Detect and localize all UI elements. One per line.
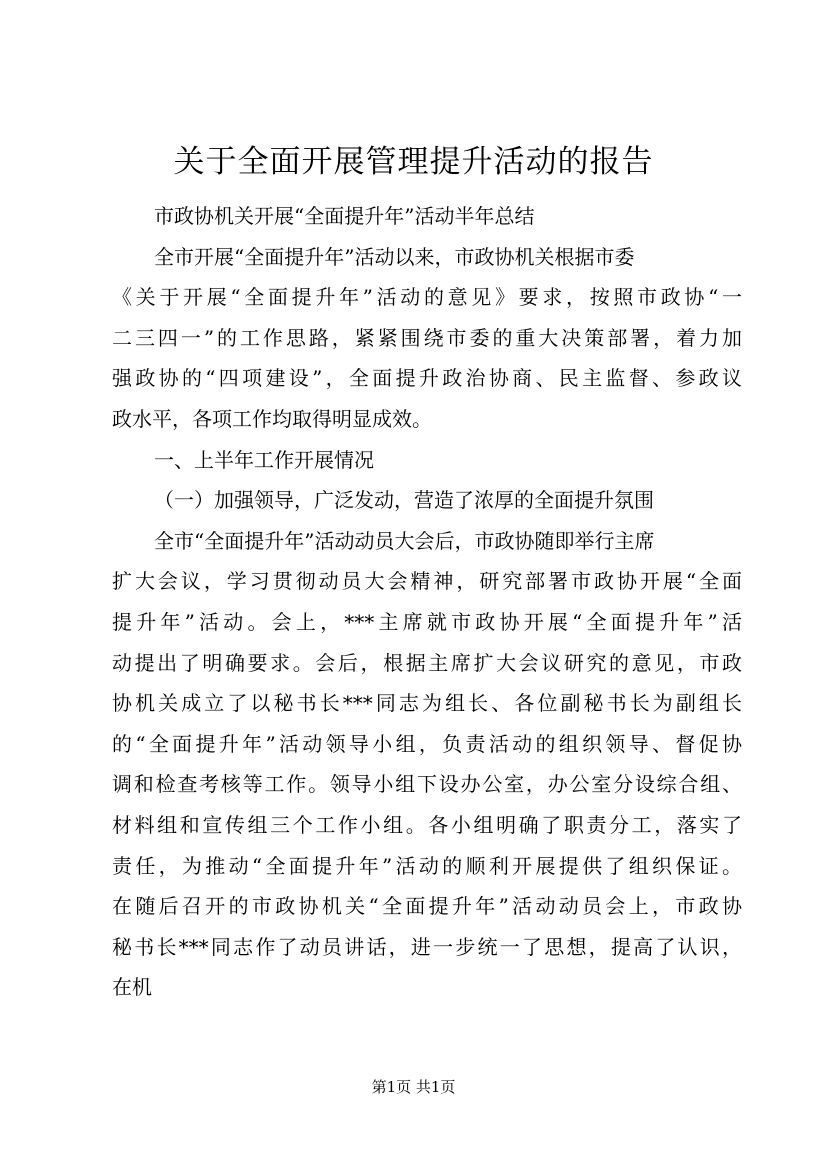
paragraph-line: 动提出了明确要求。会后，根据主席扩大会议研究的意见，市政	[112, 650, 742, 675]
paragraph-line: 调和检查考核等工作。领导小组下设办公室，办公室分设综合组、	[112, 772, 742, 797]
paragraph-line: 扩大会议，学习贯彻动员大会精神，研究部署市政协开展“全面	[112, 569, 742, 594]
paragraph-line: 二三四一”的工作思路，紧紧围绕市委的重大决策部署，着力加	[112, 325, 742, 350]
paragraph-line: 责任，为推动“全面提升年”活动的顺利开展提供了组织保证。	[112, 853, 742, 878]
document-title: 关于全面开展管理提升活动的报告	[173, 144, 654, 180]
paragraph-line: 秘书长***同志作了动员讲话，进一步统一了思想，提高了认识，	[112, 934, 742, 959]
paragraph-line: 材料组和宣传组三个工作小组。各小组明确了职责分工，落实了	[112, 812, 742, 837]
paragraph-line: 强政协的“四项建设”，全面提升政治协商、民主监督、参政议	[112, 366, 742, 391]
paragraph-line: 的“全面提升年”活动领导小组，负责活动的组织领导、督促协	[112, 731, 742, 756]
paragraph-line: 全市开展“全面提升年”活动以来，市政协机关根据市委	[154, 244, 635, 269]
paragraph-line: 协机关成立了以秘书长***同志为组长、各位副秘书长为副组长	[112, 691, 742, 716]
paragraph-line: 在随后召开的市政协机关“全面提升年”活动动员会上，市政协	[112, 894, 742, 919]
paragraph-line: 《关于开展“全面提升年”活动的意见》要求，按照市政协“一	[112, 285, 742, 310]
subtitle-line: 市政协机关开展“全面提升年”活动半年总结	[154, 204, 535, 228]
subsection-heading: （一）加强领导，广泛发动，营造了浓厚的全面提升氛围	[154, 488, 654, 513]
page-number-footer: 第1页 共1页	[371, 1078, 456, 1096]
document-body	[112, 196, 742, 1008]
paragraph-line: 提升年”活动。会上，***主席就市政协开展“全面提升年”活	[112, 609, 742, 634]
paragraph-line: 在机	[112, 975, 152, 1000]
section-heading: 一、上半年工作开展情况	[154, 447, 374, 472]
paragraph-line: 政水平，各项工作均取得明显成效。	[112, 406, 432, 431]
paragraph-line: 全市“全面提升年”活动动员大会后，市政协随即举行主席	[154, 528, 655, 553]
